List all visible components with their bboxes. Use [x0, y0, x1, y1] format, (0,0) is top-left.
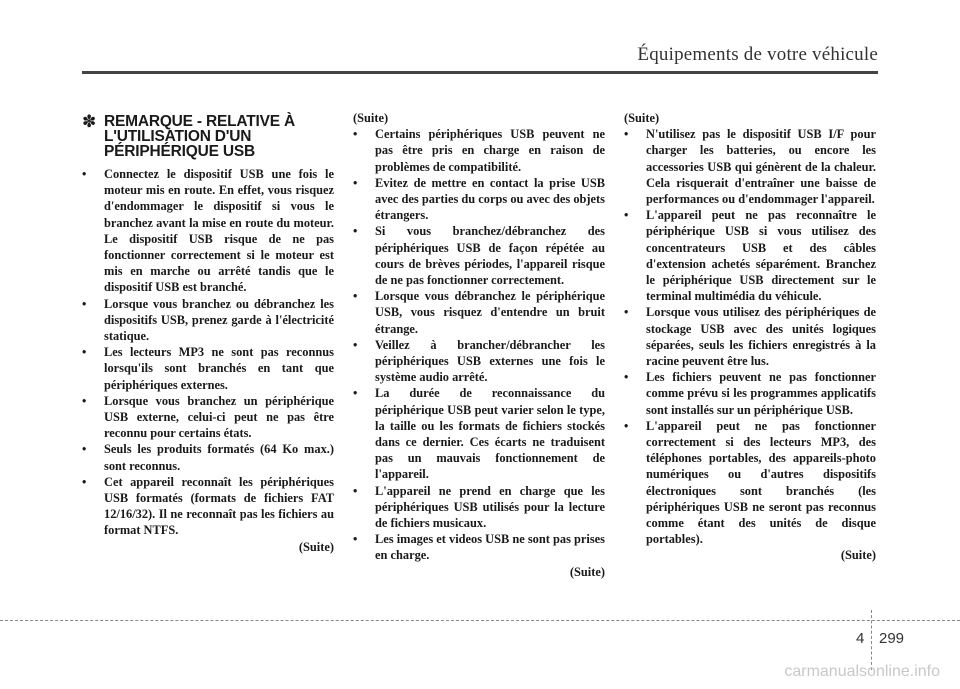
list-item	[353, 531, 605, 563]
bullet-icon: •	[353, 386, 358, 401]
list-item-text: L'appareil peut ne pas fonctionner correctement si des lecteurs MP3, des téléphones portables, des appareils-photo numériques ou d'autres dispositifs électroniques sont branchés (les périphériques USB ne seront pas reconnus comme étant des unités de disque portables).	[646, 418, 876, 547]
continued-from-label: (Suite)	[624, 111, 660, 125]
list-item	[624, 126, 876, 207]
list-item	[82, 474, 334, 539]
asterisk-icon: ✽	[82, 112, 97, 131]
bullet-icon: •	[353, 483, 358, 498]
bullet-icon: •	[624, 370, 629, 385]
list-item-text: Lorsque vous débranchez le périphérique USB, vous risquez d'entendre un bruit étrange.	[375, 289, 605, 336]
bullet-icon: •	[353, 337, 358, 352]
bullet-icon: •	[353, 175, 358, 190]
list-item-text: Les fichiers peuvent ne pas fonctionner comme prévu si les programmes applicatifs sont installés sur un périphérique USB.	[646, 370, 876, 417]
page-number: 299	[879, 630, 905, 647]
chapter-number: 4	[856, 630, 865, 647]
column-2	[353, 110, 605, 580]
list-item	[353, 175, 605, 224]
bullet-icon: •	[82, 345, 87, 360]
bullet-icon: •	[82, 474, 87, 489]
list-item-text: Les images et videos USB ne sont pas prises en charge.	[375, 532, 605, 563]
list-item	[353, 126, 605, 175]
list-item-text: Si vous branchez/débranchez des périphériques USB de façon répétée au cours de brèves périodes, l'appareil risque de ne pas fonctionner correctement.	[375, 224, 605, 288]
list-item	[624, 207, 876, 304]
list-item	[82, 344, 334, 393]
bullet-icon: •	[353, 127, 358, 142]
column-1	[82, 110, 334, 555]
list-item	[624, 304, 876, 369]
list-item-text: Veillez à brancher/débrancher les périphériques USB externes une fois le système audio arrêté.	[375, 337, 605, 385]
column-3	[624, 110, 876, 564]
bullet-icon: •	[624, 127, 629, 142]
list-item	[353, 288, 605, 337]
list-item	[353, 223, 605, 288]
list-item	[624, 418, 876, 548]
watermark: carmanualsonline.info	[784, 663, 940, 680]
list-item-text: L'appareil peut ne pas reconnaître le périphérique USB si vous utilisez des concentrateurs USB et des câbles d'extension achetés séparément. Branchez le périphérique USB directement sur le terminal multimédia du véhicule.	[646, 208, 876, 304]
list-item	[82, 296, 334, 345]
bullet-icon: •	[353, 532, 358, 547]
bullet-icon: •	[353, 289, 358, 304]
bullet-icon: •	[624, 305, 629, 320]
list-item-text: L'appareil ne prend en charge que les périphériques USB utilisés pour la lecture de fichiers musicaux.	[375, 483, 605, 531]
bullet-icon: •	[82, 442, 87, 457]
bullet-icon: •	[82, 393, 87, 408]
list-item-text: Evitez de mettre en contact la prise USB avec des parties du corps ou avec des objets étrangers.	[375, 175, 605, 223]
heading-line-2: L'UTILISATION D'UN	[104, 128, 252, 145]
note-list	[82, 166, 334, 539]
bullet-icon: •	[82, 167, 87, 181]
list-item	[624, 369, 876, 418]
bullet-icon: •	[82, 296, 87, 311]
continued-label: (Suite)	[569, 564, 605, 579]
footer-rule	[0, 620, 960, 621]
list-item	[353, 385, 605, 482]
note-list	[624, 126, 876, 547]
list-item	[353, 337, 605, 386]
page-header-title: Équipements de votre véhicule	[637, 44, 878, 65]
note-list	[353, 126, 605, 563]
header-rule	[82, 71, 878, 74]
continued-label: (Suite)	[840, 548, 876, 563]
continued-from-label: (Suite)	[353, 111, 389, 125]
bullet-icon: •	[353, 224, 358, 239]
list-item	[82, 393, 334, 442]
bullet-icon: •	[624, 418, 629, 433]
list-item-text: Lorsque vous branchez ou débranchez les dispositifs USB, prenez garde à l'électricité statique.	[104, 296, 334, 344]
list-item-text: Lorsque vous utilisez des périphériques de stockage USB avec des unités logiques séparées, seuls les fichiers enregistrés à la racine peuvent être lus.	[646, 305, 876, 369]
heading-line-3: PÉRIPHÉRIQUE USB	[104, 143, 255, 160]
list-item-text: Les lecteurs MP3 ne sont pas reconnus lorsqu'ils sont branchés en tant que périphériques externes.	[104, 345, 334, 392]
list-item-text: N'utilisez pas le dispositif USB I/F pour charger les batteries, ou encore les accessories USB qui génèrent de la chaleur. Cela risquerait d'entraîner une baisse de performances ou d'endommager l'appareil.	[646, 127, 876, 207]
page-divider	[871, 610, 872, 670]
list-item-text: Certains périphériques USB peuvent ne pas être pris en charge en raison de problèmes de compatibilité.	[375, 127, 605, 174]
continued-label: (Suite)	[298, 539, 334, 554]
list-item	[82, 166, 334, 296]
list-item	[353, 483, 605, 532]
list-item-text: Connectez le dispositif USB une fois le moteur mis en route. En effet, vous risquez d'endommager le dispositif si vous le branchez avant la mise en route du moteur. Le dispositif USB risque de ne pas fonctionner correctement si le moteur est mis en marche ou arrêté tandis que le dispositif USB est branché.	[104, 167, 334, 295]
list-item-text: Cet appareil reconnaît les périphériques USB formatés (formats de fichiers FAT 12/16/32). Il ne reconnaît pas les fichiers au format NTFS.	[104, 474, 334, 538]
bullet-icon: •	[624, 208, 629, 223]
note-heading	[82, 114, 334, 159]
list-item-text: Lorsque vous branchez un périphérique USB externe, celui-ci peut ne pas être reconnu pour certains états.	[104, 393, 334, 441]
list-item-text: Seuls les produits formatés (64 Ko max.) sont reconnus.	[104, 442, 334, 473]
heading-line-1: REMARQUE - RELATIVE À	[104, 113, 295, 130]
list-item	[82, 441, 334, 473]
list-item-text: La durée de reconnaissance du périphérique USB peut varier selon le type, la taille ou les formats de fichiers stockés dans ce dernier. Ces écarts ne traduisent pas un mauvais fonctionnement de l'appareil.	[375, 386, 605, 482]
